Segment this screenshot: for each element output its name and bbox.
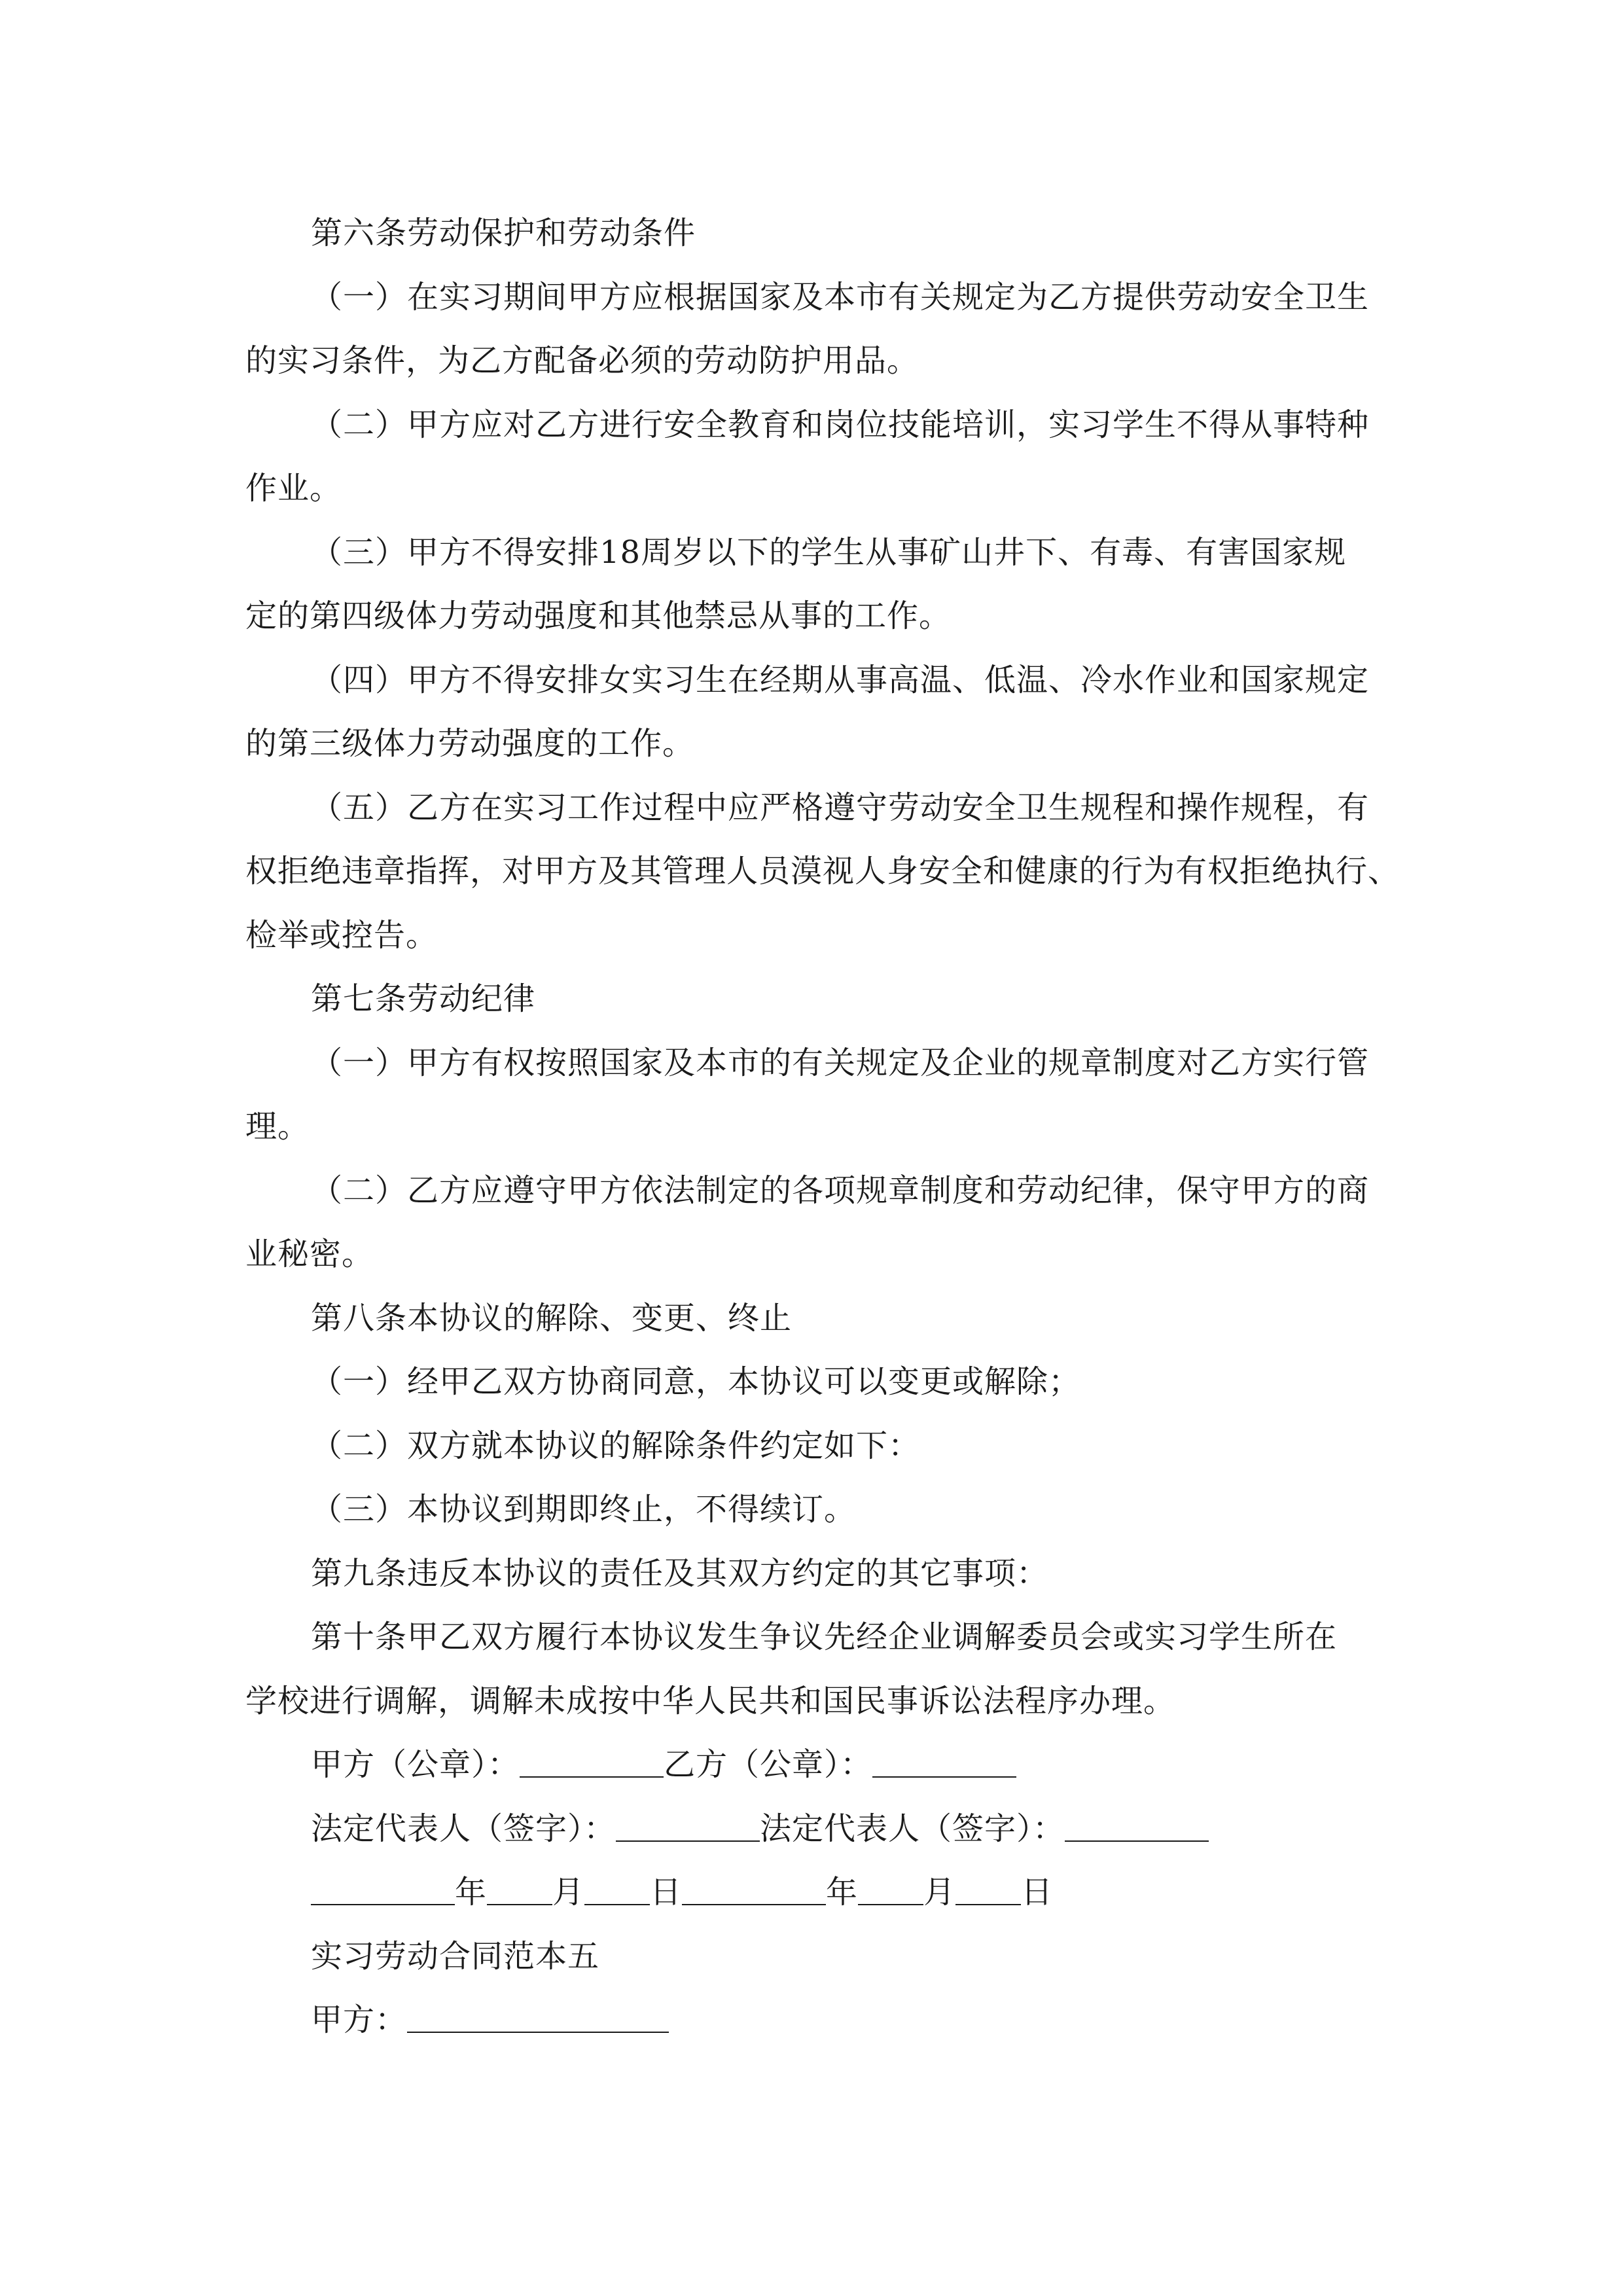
year-label: 年 [455, 1874, 488, 1910]
text-line: （四）甲方不得安排女实习生在经期从事高温、低温、冷水作业和国家规定 [311, 661, 1370, 698]
article-6-heading: 第六条劳动保护和劳动条件 [311, 215, 696, 251]
party-a-label: 甲方： [311, 2001, 408, 2038]
seal-row [245, 1733, 1384, 1797]
text-line: （二）乙方应遵守甲方依法制定的各项规章制度和劳动纪律，保守甲方的商 [311, 1172, 1370, 1209]
date-b-day-blank[interactable] [955, 1878, 1021, 1905]
text-line: 学校进行调解，调解未成按中华人民共和国民事诉讼法程序办理。 [245, 1682, 1176, 1719]
date-b-month-blank[interactable] [858, 1878, 923, 1905]
party-b-seal-blank[interactable] [872, 1750, 1016, 1778]
article-10-heading: 第十条甲乙双方履行本协议发生争议先经企业调解委员会或实习学生所在 [311, 1619, 1338, 1655]
legal-rep-row [245, 1797, 1384, 1861]
date-a-day-blank[interactable] [584, 1878, 650, 1905]
legal-rep-b-blank[interactable] [1065, 1814, 1209, 1842]
date-a-year-blank[interactable] [311, 1878, 455, 1905]
text-line: （一）甲方有权按照国家及本市的有关规定及企业的规章制度对乙方实行管 [311, 1044, 1370, 1081]
day-label: 日 [650, 1874, 683, 1910]
text-line: （二）甲方应对乙方进行安全教育和岗位技能培训，实习学生不得从事特种 [311, 406, 1370, 443]
legal-rep-b-label: 法定代表人（签字）： [760, 1810, 1065, 1847]
document-body [245, 202, 1400, 2053]
month-label: 月 [552, 1874, 585, 1910]
text-line: 业秘密。 [245, 1236, 374, 1272]
date-b-year-blank[interactable] [682, 1878, 826, 1905]
year-label: 年 [826, 1874, 859, 1910]
text-line: 理。 [245, 1108, 310, 1145]
text-line: （二）双方就本协议的解除条件约定如下： [311, 1427, 921, 1464]
party-a-row [245, 1988, 1384, 2053]
text-line: 的实习条件，为乙方配备必须的劳动防护用品。 [245, 342, 919, 379]
party-a-seal-label: 甲方（公章）： [311, 1746, 520, 1783]
text-line: 作业。 [245, 470, 342, 507]
date-a-month-blank[interactable] [487, 1878, 552, 1905]
text-line: 定的第四级体力劳动强度和其他禁忌从事的工作。 [245, 598, 952, 634]
text-line: 权拒绝违章指挥，对甲方及其管理人员漠视人身安全和健康的行为有权拒绝执行、 [245, 853, 1400, 889]
text-line: （五）乙方在实习工作过程中应严格遵守劳动安全卫生规程和操作规程，有 [311, 789, 1370, 826]
party-a-seal-blank[interactable] [520, 1750, 664, 1778]
text-line: 的第三级体力劳动强度的工作。 [245, 725, 695, 762]
legal-rep-a-label: 法定代表人（签字）： [311, 1810, 616, 1847]
article-9-heading: 第九条违反本协议的责任及其双方约定的其它事项： [311, 1554, 1049, 1592]
month-label: 月 [923, 1874, 956, 1910]
next-contract-title: 实习劳动合同范本五 [311, 1937, 600, 1975]
party-b-seal-label: 乙方（公章）： [664, 1746, 873, 1783]
text-line: （三）甲方不得安排18周岁以下的学生从事矿山井下、有毒、有害国家规 [311, 533, 1347, 571]
article-8-heading: 第八条本协议的解除、变更、终止 [311, 1299, 793, 1336]
date-row [245, 1861, 1384, 1925]
text-line: 检举或控告。 [245, 916, 438, 954]
text-line: （一）经甲乙双方协商同意，本协议可以变更或解除； [311, 1363, 1081, 1400]
text-line: （三）本协议到期即终止，不得续订。 [311, 1491, 857, 1528]
article-7-heading: 第七条劳动纪律 [311, 980, 536, 1017]
party-a-blank[interactable] [407, 2005, 669, 2033]
day-label: 日 [1021, 1874, 1054, 1910]
legal-rep-a-blank[interactable] [616, 1814, 760, 1842]
text-line: （一）在实习期间甲方应根据国家及本市有关规定为乙方提供劳动安全卫生 [311, 278, 1370, 315]
